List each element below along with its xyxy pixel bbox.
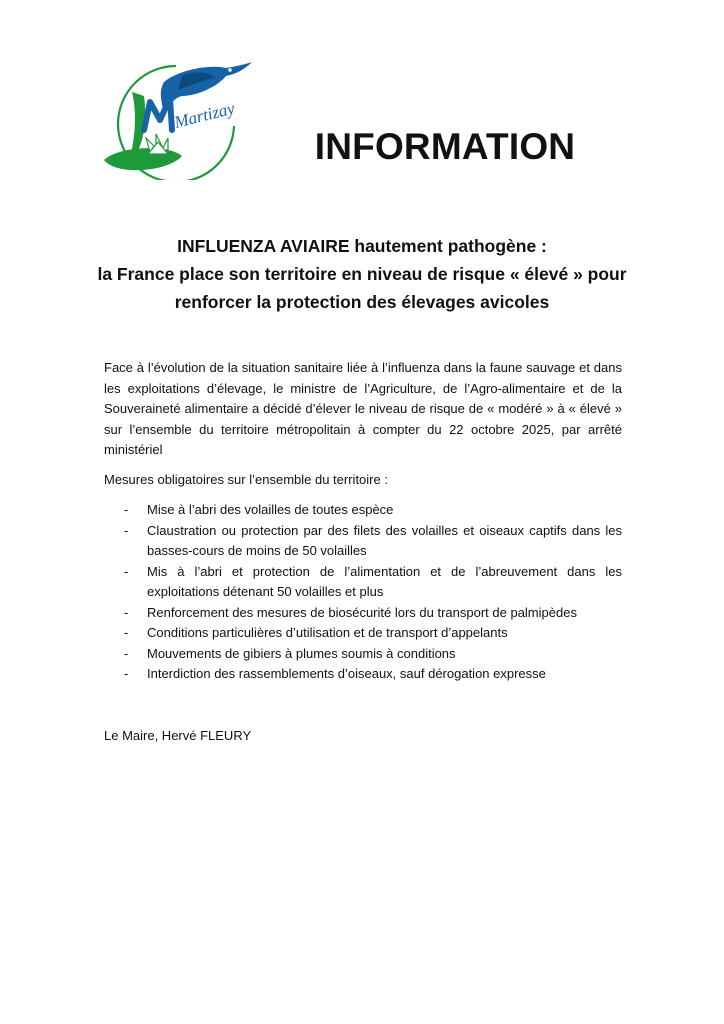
bullet-dash: -: [124, 604, 129, 620]
measure-text: Renforcement des mesures de biosécurité lors du transport de palmipèdes: [147, 604, 577, 620]
measure-text: Mouvements de gibiers à plumes soumis à conditions: [147, 645, 456, 661]
list-item: [104, 644, 622, 665]
headline-line-3: renforcer la protection des élevages avicoles: [174, 292, 550, 312]
list-item: [104, 500, 622, 521]
measure-text: Mise à l’abri des volailles de toutes espèce: [147, 502, 394, 517]
bullet-dash: -: [124, 502, 129, 517]
list-item: [104, 664, 622, 685]
intro-paragraph: Face à l’évolution de la situation sanitaire liée à l’influenza dans la faune sauvage et dans les exploitations d’élevage, le ministre de l’Agriculture, de l’Agro-alimentaire et de la Souveraineté alimentaire a décidé d’élever le niveau de risque de « modéré » à « élevé » sur l’ensemble du territoire métropolitain à compter du 22 octobre 2025, par arrêté ministériel: [104, 360, 622, 457]
measure-text: Interdiction des rassemblements d’oiseaux, sauf dérogation expresse: [147, 666, 546, 681]
list-item: [104, 562, 622, 603]
measure-text: Conditions particulières d’utilisation et de transport d’appelants: [147, 625, 508, 640]
page-title: INFORMATION: [314, 126, 576, 167]
measures-list: [104, 500, 622, 685]
measures-title: Mesures obligatoires sur l’ensemble du territoire :: [104, 472, 388, 487]
measure-text: Mis à l’abri et protection de l’alimentation et de l’abreuvement dans les exploitations détenant 50 volailles et plus: [147, 563, 622, 599]
list-item: [104, 623, 622, 644]
martizay-logo: [98, 56, 256, 180]
measure-text: Claustration ou protection par des filets des volailles et oiseaux captifs dans les basses-cours de moins de 50 volailles: [147, 522, 622, 558]
list-item: [104, 521, 622, 562]
bullet-dash: -: [124, 522, 129, 538]
bullet-dash: -: [124, 563, 129, 579]
kingfisher-logo-icon: [98, 56, 256, 180]
bullet-dash: -: [124, 625, 129, 640]
headline-line-1: INFLUENZA AVIAIRE hautement pathogène :: [177, 236, 547, 256]
list-item: [104, 603, 622, 624]
signature: Le Maire, Hervé FLEURY: [104, 728, 252, 743]
headline: [60, 232, 664, 316]
bullet-dash: -: [124, 666, 129, 681]
headline-line-2: la France place son territoire en niveau de risque « élevé » pour: [97, 264, 627, 284]
logo-text: Martizay: [172, 98, 237, 132]
bullet-dash: -: [124, 645, 129, 661]
